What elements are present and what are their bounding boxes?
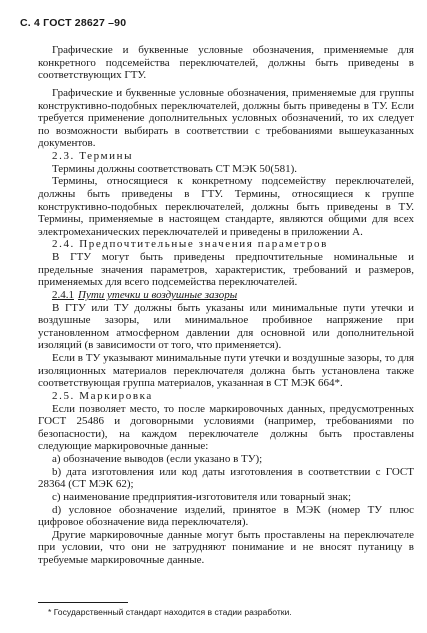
- section-title: Пути утечки и воздушные зазоры: [78, 288, 238, 301]
- document-body: [38, 44, 414, 567]
- footnote: * Государственный стандарт находится в стадии разработки.: [48, 607, 292, 617]
- page-header: С. 4 ГОСТ 28627 –90: [20, 17, 127, 29]
- section-title: Предпочтительные значения параметров: [79, 238, 328, 251]
- paragraph: Графические и буквенные условные обозначения, применяемые для группы конструктивно-подобных переключателей, должны быть приведены в ТУ. Если требуется применение дополнительных условных обозначений, то их следует по возможности выбирать в соответствии с требованиями вышеуказанных документов.: [38, 86, 414, 150]
- list-item: b) дата изготовления или код даты изготовления в соответствии с ГОСТ 28364 (СТ МЭК 62);: [38, 465, 414, 491]
- paragraph: В ГТУ или ТУ должны быть указаны или минимальные пути утечки и воздушные зазоры, или минимальное пробивное напряжение при установленном атмосферном давлении для основной или дополнительной изоляций (в зависимости от того, что применяется).: [38, 301, 414, 352]
- section-heading-2-4-1: [38, 289, 414, 302]
- section-heading-2-5: [38, 390, 414, 403]
- list-item: d) условное обозначение изделий, принятое в МЭК (номер ТУ плюс цифровое обозначение вида переключателя).: [38, 503, 414, 529]
- section-heading-2-4: [38, 238, 414, 251]
- list-item: а) обозначение выводов (если указано в ТУ);: [52, 453, 263, 465]
- paragraph: Графические и буквенные условные обозначения, применяемые для конкретного подсемейства переключателей, должны быть приведены в соответствующих ГТУ.: [38, 44, 414, 82]
- section-heading-2-3: [38, 150, 414, 163]
- section-number: 2.3.: [52, 150, 75, 162]
- section-number: 2.4.: [52, 238, 75, 251]
- paragraph: В ГТУ могут быть приведены предпочтительные номинальные и предельные значения параметров, характеристик, требований и размеров, применяемых для всего подсемейства переключателей.: [38, 251, 414, 289]
- section-title: Маркировка: [79, 389, 153, 402]
- footnote-rule: [38, 602, 128, 603]
- paragraph: Другие маркировочные данные могут быть проставлены на переключателе при условии, что они не затрудняют понимание и не вносят путаницу в требуемые маркировочные данные.: [38, 528, 414, 566]
- list-item: c) наименование предприятия-изготовителя или товарный знак;: [52, 490, 352, 503]
- paragraph: Термины, относящиеся к конкретному подсемейству переключателей, должны быть приведены в ГТУ. Термины, относящиеся к группе конструктивно-подобных переключателей, должны быть приведены в ТУ. Термины, применяемые в настоящем стандарте, являются общими для всех электромеханических переключателей и приведены в приложении А.: [38, 175, 414, 238]
- paragraph: Термины должны соответствовать СТ МЭК 50(581).: [52, 162, 297, 175]
- paragraph: Если позволяет место, то после маркировочных данных, предусмотренных ГОСТ 25486 и договорными условиями (например, требованиями по безопасности), на каждом переключателе должны быть проставлены следующие маркировочные данные:: [38, 402, 414, 453]
- section-title: Термины: [79, 150, 134, 162]
- section-number: 2.5.: [52, 389, 75, 402]
- section-number: 2.4.1: [52, 288, 74, 301]
- paragraph: Если в ТУ указывают минимальные пути утечки и воздушные зазоры, то для изоляционных материалов переключателя должна быть установлена также соответствующая группа материалов, указанная в СТ МЭК 664*.: [38, 352, 414, 390]
